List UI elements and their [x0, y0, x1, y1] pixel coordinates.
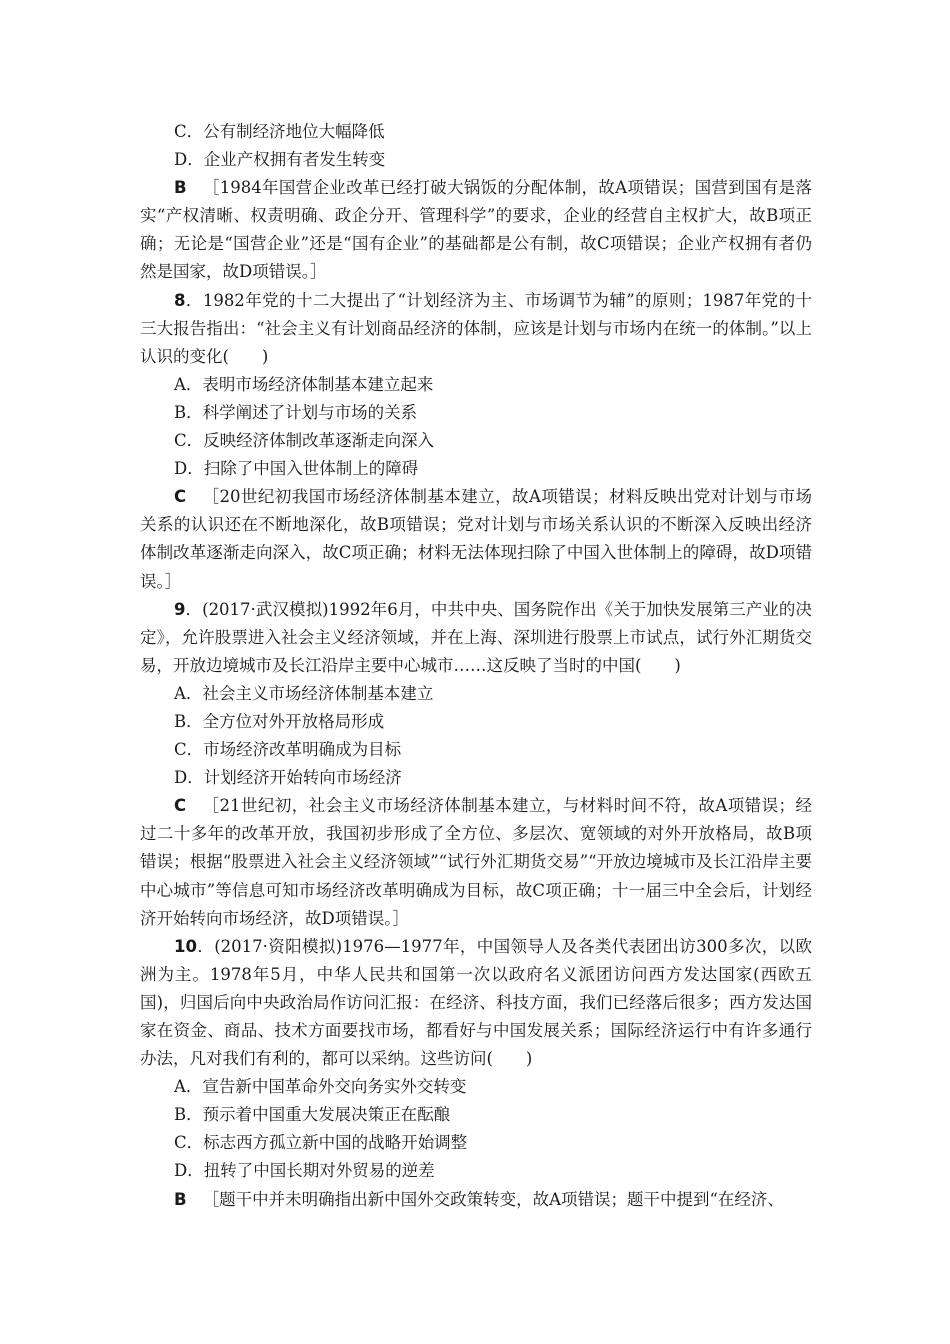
answer-q10 [140, 1186, 812, 1214]
answer-explanation: ［21世纪初，社会主义市场经济体制基本建立，与材料时间不符，故A项错误；经过二十多年的改革开放，我国初步形成了全方位、多层次、宽领域的对外开放格局，故B项错误；根据“股票进入社会主义经济领域”“试行外汇期货交易”“开放边境城市及长江沿岸主要中心城市”等信息可知市场经济改革明确成为目标，故C项正确；十一届三中全会后，计划经济开始转向市场经济，故D项错误。］ [140, 796, 812, 928]
option-d-q10: D．扭转了中国长期对外贸易的逆差 [174, 1161, 435, 1181]
option-b-q9: B．全方位对外开放格局形成 [174, 711, 385, 731]
answer-letter: C [174, 487, 187, 507]
option-c-q8: C．反映经济体制改革逐渐走向深入 [174, 431, 435, 451]
answer-explanation: ［1984年国营企业改革已经打破大锅饭的分配体制，故A项错误；国营到国有是落实“产权清晰、权责明确、政企分开、管理科学”的要求，企业的经营自主权扩大，故B项正确；无论是“国营企业”还是“国有企业”的基础都是公有制，故C项错误；企业产权拥有者仍然是国家，故D项错误。］ [140, 178, 812, 282]
answer-q9 [140, 792, 812, 932]
option-a-q8: A．表明市场经济体制基本建立起来 [174, 374, 434, 394]
question-number: 9 [174, 599, 186, 619]
option-c-q9: C．市场经济改革明确成为目标 [174, 740, 402, 760]
question-stem: ．1982年党的十二大提出了“计划经济为主、市场调节为辅”的原则；1987年党的十三大报告指出：“社会主义有计划商品经济的体制，应该是计划与市场内在统一的体制。”以上认识的变化( ) [140, 290, 812, 366]
question-10 [140, 933, 812, 1073]
answer-letter: B [174, 178, 187, 198]
question-number: 10 [174, 936, 197, 956]
option-d-q7: D．企业产权拥有者发生转变 [174, 150, 386, 170]
option-b-q10: B．预示着中国重大发展决策正在酝酿 [174, 1105, 451, 1125]
answer-letter: C [174, 796, 187, 816]
answer-q7 [140, 174, 812, 286]
option-c-q10: C．标志西方孤立新中国的战略开始调整 [174, 1133, 468, 1153]
option-d-q8: D．扫除了中国入世体制上的障碍 [174, 459, 419, 479]
question-stem: ．(2017·武汉模拟)1992年6月，中共中央、国务院作出《关于加快发展第三产业的决定》，允许股票进入社会主义经济领域，并在上海、深圳进行股票上市试点，试行外汇期货交易，开放边境城市及长江沿岸主要中心城市……这反映了当时的中国( ) [140, 599, 812, 675]
option-a-q9: A．社会主义市场经济体制基本建立 [174, 683, 434, 703]
option-d-q9: D．计划经济开始转向市场经济 [174, 768, 402, 788]
answer-explanation: ［20世纪初我国市场经济体制基本建立，故A项错误；材料反映出党对计划与市场关系的认识还在不断地深化，故B项错误；党对计划与市场关系认识的不断深入反映出经济体制改革逐渐走向深入，故C项正确；材料无法体现扫除了中国入世体制上的障碍，故D项错误。］ [140, 487, 812, 591]
answer-q8 [140, 483, 812, 595]
answer-explanation: ［题干中并未明确指出新中国外交政策转变，故A项错误；题干中提到“在经济、 [202, 1189, 784, 1209]
question-number: 8 [174, 290, 186, 310]
question-8 [140, 287, 812, 371]
answer-letter: B [174, 1189, 187, 1209]
page-content [140, 118, 812, 1214]
option-c-q7: C．公有制经济地位大幅降低 [174, 122, 385, 141]
question-9 [140, 596, 812, 680]
question-stem: ．(2017·资阳模拟)1976—1977年，中国领导人及各类代表团出访300多次，以欧洲为主。1978年5月，中华人民共和国第一次以政府名义派团访问西方发达国家(西欧五国)，归国后向中央政治局作访问汇报：在经济、科技方面，我们已经落后很多；西方发达国家在资金、商品、技术方面要找市场，都看好与中国发展关系；国际经济运行中有许多通行办法，凡对我们有利的，都可以采纳。这些访问( ) [140, 936, 812, 1069]
option-a-q10: A．宣告新中国革命外交向务实外交转变 [174, 1077, 467, 1097]
option-b-q8: B．科学阐述了计划与市场的关系 [174, 402, 418, 422]
